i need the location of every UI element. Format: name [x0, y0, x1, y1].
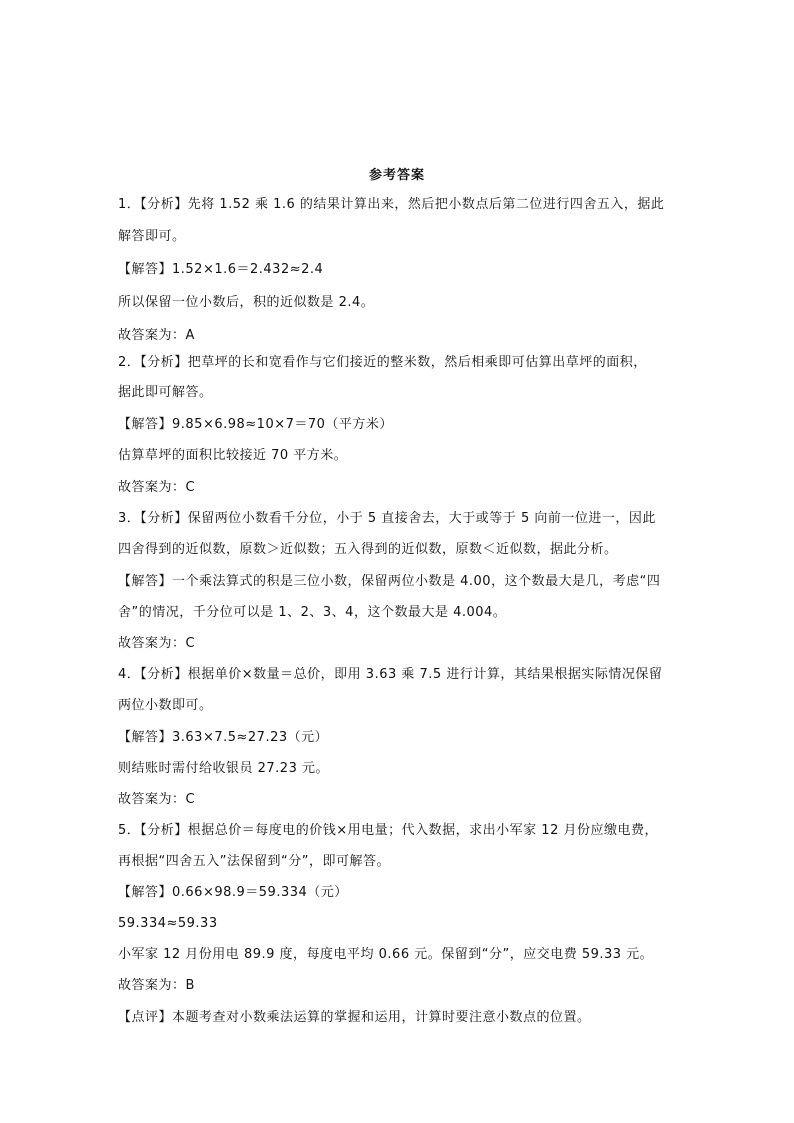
q3-solution-line-2: 舍”的情况，千分位可以是 1、2、3、4，这个数最大是 4.004。 — [118, 605, 507, 620]
review-comment: 【点评】本题考查对小数乘法运算的掌握和运用，计算时要注意小数点的位置。 — [118, 1010, 591, 1025]
q3-analysis-line-1: 3．【分析】保留两位小数看千分位，小于 5 直接舍去，大于或等于 5 向前一位进一，因此 — [118, 511, 656, 526]
q5-conclusion: 小军家 12 月份用电 89.9 度，每度电平均 0.66 元。保留到“分”，应交电费 59.33 元。 — [118, 947, 654, 962]
q4-conclusion: 则结账时需付给收银员 27.23 元。 — [118, 761, 329, 776]
q2-answer: 故答案为：C — [118, 480, 196, 495]
q5-analysis-line-2: 再根据“四舍五入”法保留到“分”，即可解答。 — [118, 854, 390, 869]
q4-solution: 【解答】3.63×7.5≈27.23（元） — [118, 730, 329, 745]
q4-analysis-line-1: 4．【分析】根据单价×数量＝总价，即用 3.63 乘 7.5 进行计算，其结果根据实际情况保留 — [118, 667, 663, 682]
q1-analysis-line-1: 1．【分析】先将 1.52 乘 1.6 的结果计算出来，然后把小数点后第二位进行四舍五入，据此 — [118, 197, 665, 212]
q3-solution-line-1: 【解答】一个乘法算式的积是三位小数，保留两位小数是 4.00，这个数最大是几，考虑“四 — [118, 574, 661, 589]
q5-analysis-line-1: 5．【分析】根据总价＝每度电的价钱×用电量；代入数据，求出小军家 12 月份应缴电费， — [118, 823, 658, 838]
q2-analysis-line-1: 2．【分析】把草坪的长和宽看作与它们接近的整米数，然后相乘即可估算出草坪的面积， — [118, 355, 647, 370]
q3-answer: 故答案为：C — [118, 636, 196, 651]
q2-solution: 【解答】9.85×6.98≈10×7＝70（平方米） — [118, 417, 393, 432]
q1-solution: 【解答】1.52×1.6＝2.432≈2.4 — [118, 262, 324, 277]
q2-conclusion: 估算草坪的面积比较接近 70 平方米。 — [118, 448, 348, 463]
q4-analysis-line-2: 两位小数即可。 — [118, 698, 213, 713]
q1-analysis-line-2: 解答即可。 — [118, 229, 186, 244]
q4-answer: 故答案为：C — [118, 792, 196, 807]
q1-answer: 故答案为：A — [118, 328, 195, 343]
q5-solution: 【解答】0.66×98.9＝59.334（元） — [118, 885, 348, 900]
page-title: 参考答案 — [368, 168, 425, 183]
q2-analysis-line-2: 据此即可解答。 — [118, 385, 213, 400]
q5-answer: 故答案为：B — [118, 978, 195, 993]
q1-conclusion: 所以保留一位小数后，积的近似数是 2.4。 — [118, 295, 375, 310]
q5-rounding: 59.334≈59.33 — [118, 916, 218, 931]
q3-analysis-line-2: 四舍得到的近似数，原数＞近似数；五入得到的近似数，原数＜近似数，据此分析。 — [118, 542, 618, 557]
